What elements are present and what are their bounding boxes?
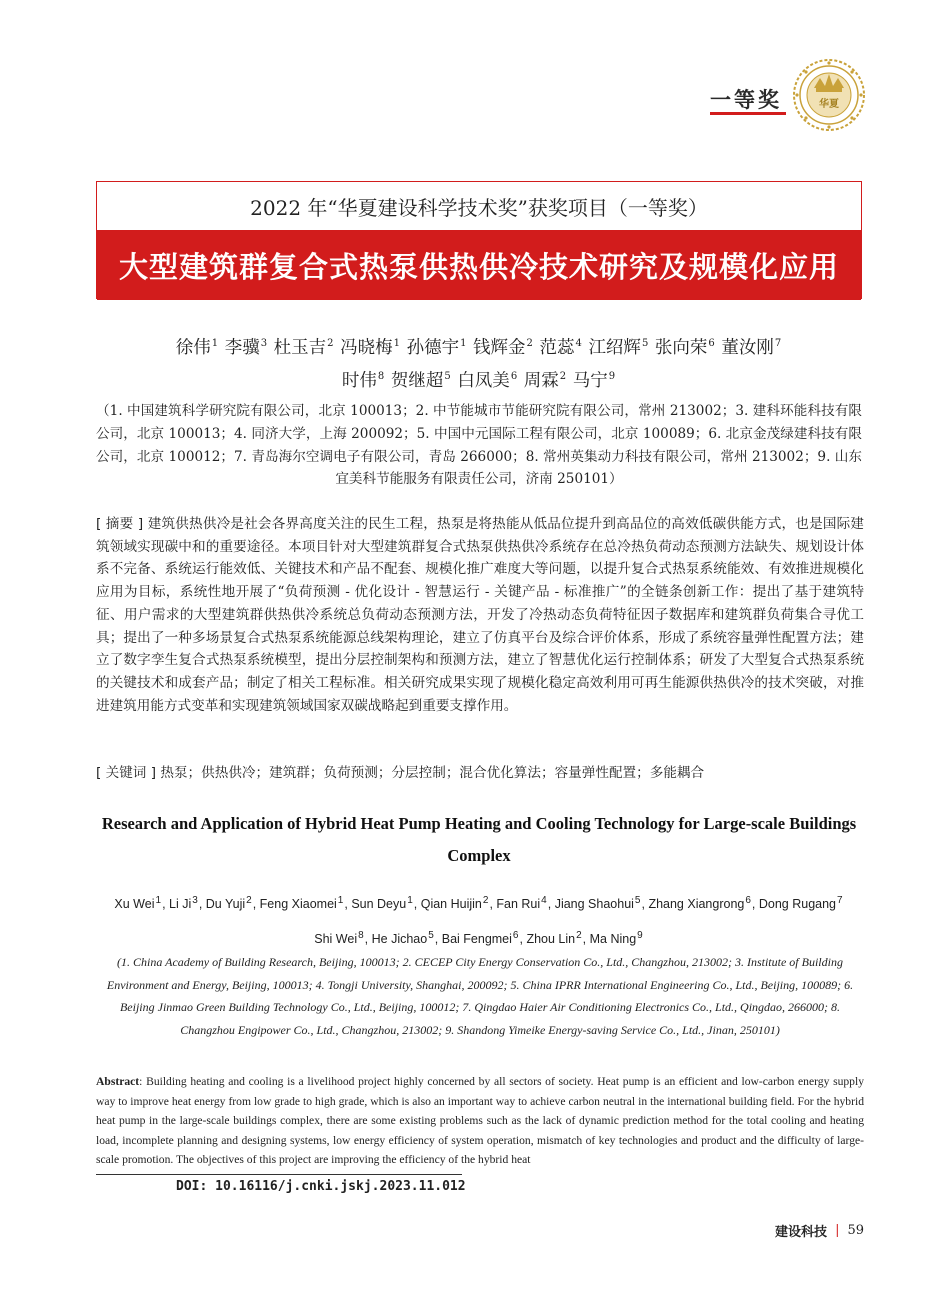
author-name: Shi Wei <box>314 932 358 947</box>
author-affiliation-number: 1 <box>211 338 219 350</box>
paper-title: 大型建筑群复合式热泵供热供冷技术研究及规模化应用 <box>97 230 861 300</box>
en-abstract <box>96 1072 864 1170</box>
author-affiliation-number: 6 <box>745 895 751 906</box>
author-affiliation-number: 4 <box>575 338 582 350</box>
author-name: 杜玉吉 <box>273 338 327 358</box>
author-affiliation-number: 9 <box>608 371 616 383</box>
title-box <box>96 181 862 299</box>
author-name: Ma Ning <box>589 932 637 947</box>
en-abstract-text: : Building heating and cooling is a livelihood project highly concerned by all sectors of society. Heat pump is an efficient and low-carbon energy supply way to improve heat energy from low grade to high grade, which is also an important way to achieve carbon neutral in the international building field. For the hybrid heat pump in the large-scale buildings complex, there are some existing problems such as the lack of dynamic prediction method for the total cooling and heating load, incomplete planning and designing systems, low energy efficiency of system operation, mismatch of key technologies and product and the difficulty of large-scale promotion. The objectives of this project are improving the efficiency of the hybrid heat <box>96 1075 864 1166</box>
author-name: Bai Fengmei <box>441 932 512 947</box>
author-affiliation-number: 1 <box>337 895 344 906</box>
author-name: Zhang Xiangrong <box>648 897 745 912</box>
author-name: Fan Rui <box>496 897 541 912</box>
award-label: 一等奖 <box>710 88 782 112</box>
award-badge <box>706 58 866 138</box>
en-authors-line-2: Shi Wei$^8$, He Jichao$^5$, Bai Fengmei$^6$, Zhou Lin$^2$, Ma Ning$^9$ <box>314 930 643 947</box>
award-seal-icon <box>792 58 866 132</box>
author-affiliation-number: 7 <box>774 338 782 350</box>
en-abstract-label: Abstract <box>96 1075 140 1088</box>
journal-name: 建设科技 <box>775 1225 828 1240</box>
author-affiliation-number: 1 <box>407 895 413 906</box>
author-affiliation-number: 5 <box>444 371 451 383</box>
author-name: Sun Deyu <box>351 897 407 912</box>
award-underline <box>710 112 786 115</box>
cn-keywords <box>96 763 864 783</box>
author-name: 周霖 <box>523 371 559 391</box>
doi-divider <box>96 1174 462 1175</box>
author-affiliation-number: 1 <box>393 338 400 350</box>
cn-authors-line-2 <box>96 367 862 392</box>
en-authors-line-1: Xu Wei$^1$, Li Ji$^3$, Du Yuji$^2$, Feng Xiaomei$^1$, Sun Deyu$^1$, Qian Huijin$^2$, Fan Rui$^4$, Jiang Shaohui$^5$, Zhang Xiangrong$^6$, Dong Rugang$^7$ <box>114 895 843 912</box>
author-name: 董汝刚 <box>721 338 774 358</box>
author-affiliation-number: 1 <box>460 338 467 350</box>
page-number: 59 <box>847 1223 864 1238</box>
author-affiliation-number: 5 <box>428 930 434 942</box>
author-name: 钱辉金 <box>473 338 526 358</box>
award-project-heading: 2022 年“华夏建设科学技术奖”获奖项目（一等奖） <box>250 195 708 220</box>
author-affiliation-number: 2 <box>327 338 334 350</box>
author-affiliation-number: 3 <box>192 895 198 906</box>
author-affiliation-number: 8 <box>358 930 364 942</box>
author-affiliation-number: 9 <box>637 930 643 942</box>
author-name: 李骥 <box>224 338 260 358</box>
author-affiliation-number: 2 <box>526 338 533 350</box>
author-affiliation-number: 2 <box>576 930 582 942</box>
author-name: 徐伟 <box>175 338 211 358</box>
author-name: 范蕊 <box>539 338 575 358</box>
author-name: Feng Xiaomei <box>259 897 337 912</box>
author-affiliation-number: 1 <box>155 895 162 906</box>
footer-separator: | <box>835 1223 840 1238</box>
author-name: 张向荣 <box>654 338 708 358</box>
cn-abstract-label: [ 摘要 ] <box>96 516 144 532</box>
page-footer <box>775 1221 864 1240</box>
author-name: Li Ji <box>169 897 192 912</box>
author-name: 马宁 <box>572 371 608 391</box>
cn-affiliations: （1. 中国建筑科学研究院有限公司，北京 100013；2. 中节能城市节能研究院有限公司，常州 213002；3. 建科环能科技有限公司，北京 100013；4. 同济大学，上海 200092；5. 中国中元国际工程有限公司，北京 100089；6. 北京金茂绿建科技有限公司，北京 100012；7. 青岛海尔空调电子有限公司，青岛 266000；8. 常州英集动力科技有限公司，常州 213002；9. 山东宜美科节能服务有限责任公司，济南 250101） <box>96 403 862 488</box>
author-affiliation-number: 2 <box>482 895 489 906</box>
author-affiliation-number: 8 <box>377 371 385 383</box>
cn-authors-line-1 <box>96 334 862 359</box>
author-name: Xu Wei <box>114 897 155 912</box>
author-name: 贺继超 <box>390 371 444 391</box>
author-name: 时伟 <box>341 371 377 391</box>
author-name: Zhou Lin <box>526 932 576 947</box>
cn-abstract-text: 建筑供热供冷是社会各界高度关注的民生工程，热泵是将热能从低品位提升到高品位的高效低碳供能方式，也是国际建筑领域实现碳中和的重要途径。本项目针对大型建筑群复合式热泵供热供冷系统存在总冷热负荷动态预测方法缺失、规划设计体系不完备、系统运行能效低、关键技术和产品不配套、规模化推广难度大等问题，以提升复合式热泵系统能效、有效推进规模化应用为目标，系统性地开展了“负荷预测 - 优化设计 - 智慧运行 - 关键产品 - 标准推广”的全链条创新工作：提出了基于建筑特征、用户需求的大型建筑群供热供冷系统总负荷动态预测方法，开发了冷热动态负荷特征因子数据库和建筑群负荷集合寻优工具；提出了一种多场景复合式热泵系统能源总线架构理论，建立了仿真平台及综合评价体系，形成了系统容量弹性配置方法；建立了数字孪生复合式热泵系统模型，提出分层控制架构和预测方法，建立了智慧优化运行控制体系；研发了大型复合式热泵系统的关键技术和成套产品；制定了相关工程标准。相关研究成果实现了规模化稳定高效利用可再生能源供热供冷的技术突破，对推进建筑用能方式变革和实现建筑领域国家双碳战略起到重要支撑作用。 <box>96 516 865 714</box>
author-name: Du Yuji <box>205 897 246 912</box>
cn-abstract <box>96 513 864 717</box>
author-affiliation-number: 5 <box>634 895 641 906</box>
author-name: Jiang Shaohui <box>554 897 634 912</box>
doi[interactable]: DOI: 10.16116/j.cnki.jskj.2023.11.012 <box>176 1179 466 1194</box>
seal-text: 华夏 <box>819 99 839 110</box>
author-name: 江绍辉 <box>588 338 641 358</box>
author-affiliation-number: 4 <box>541 895 547 906</box>
author-name: 冯晓梅 <box>340 338 393 358</box>
author-name: 白凤美 <box>457 371 510 391</box>
cn-keywords-label: [ 关键词 ] <box>96 765 157 781</box>
author-name: He Jichao <box>371 932 428 947</box>
author-affiliation-number: 5 <box>641 338 649 350</box>
en-authors <box>86 885 872 955</box>
en-paper-title: Research and Application of Hybrid Heat Pump Heating and Cooling Technology for Large-scale Buildings Complex <box>101 814 857 865</box>
author-affiliation-number: 6 <box>510 371 518 383</box>
author-name: Qian Huijin <box>420 897 482 912</box>
author-affiliation-number: 6 <box>512 930 519 942</box>
author-affiliation-number: 3 <box>260 338 268 350</box>
cn-keywords-text: 热泵；供热供冷；建筑群；负荷预测；分层控制；混合优化算法；容量弹性配置；多能耦合 <box>160 765 705 781</box>
author-affiliation-number: 6 <box>708 338 715 350</box>
author-affiliation-number: 7 <box>837 895 843 906</box>
author-affiliation-number: 2 <box>246 895 252 906</box>
en-affiliations: (1. China Academy of Building Research, Beijing, 100013; 2. CECEP City Energy Conservation Co., Ltd., Changzhou, 213002; 3. Institute of Building Environment and Energy, Beijing, 100013; 4. Tongji University, Shanghai, 200092; 5. China IPRR International Engineering Co., Ltd., Beijing, 100089; 6. Beijing Jinmao Green Building Technology Co., Ltd., Beijing, 100012; 7. Qingdao Haier Air Conditioning Electronics Co., Ltd., Qingdao, 266000; 8. Changzhou Engipower Co., Ltd., Changzhou, 213002; 9. Shandong Yimeike Energy-saving Service Co., Ltd., Jinan, 250101) <box>106 955 854 1037</box>
author-name: Dong Rugang <box>758 897 837 912</box>
author-affiliation-number: 2 <box>559 371 567 383</box>
author-name: 孙德宇 <box>406 338 460 358</box>
